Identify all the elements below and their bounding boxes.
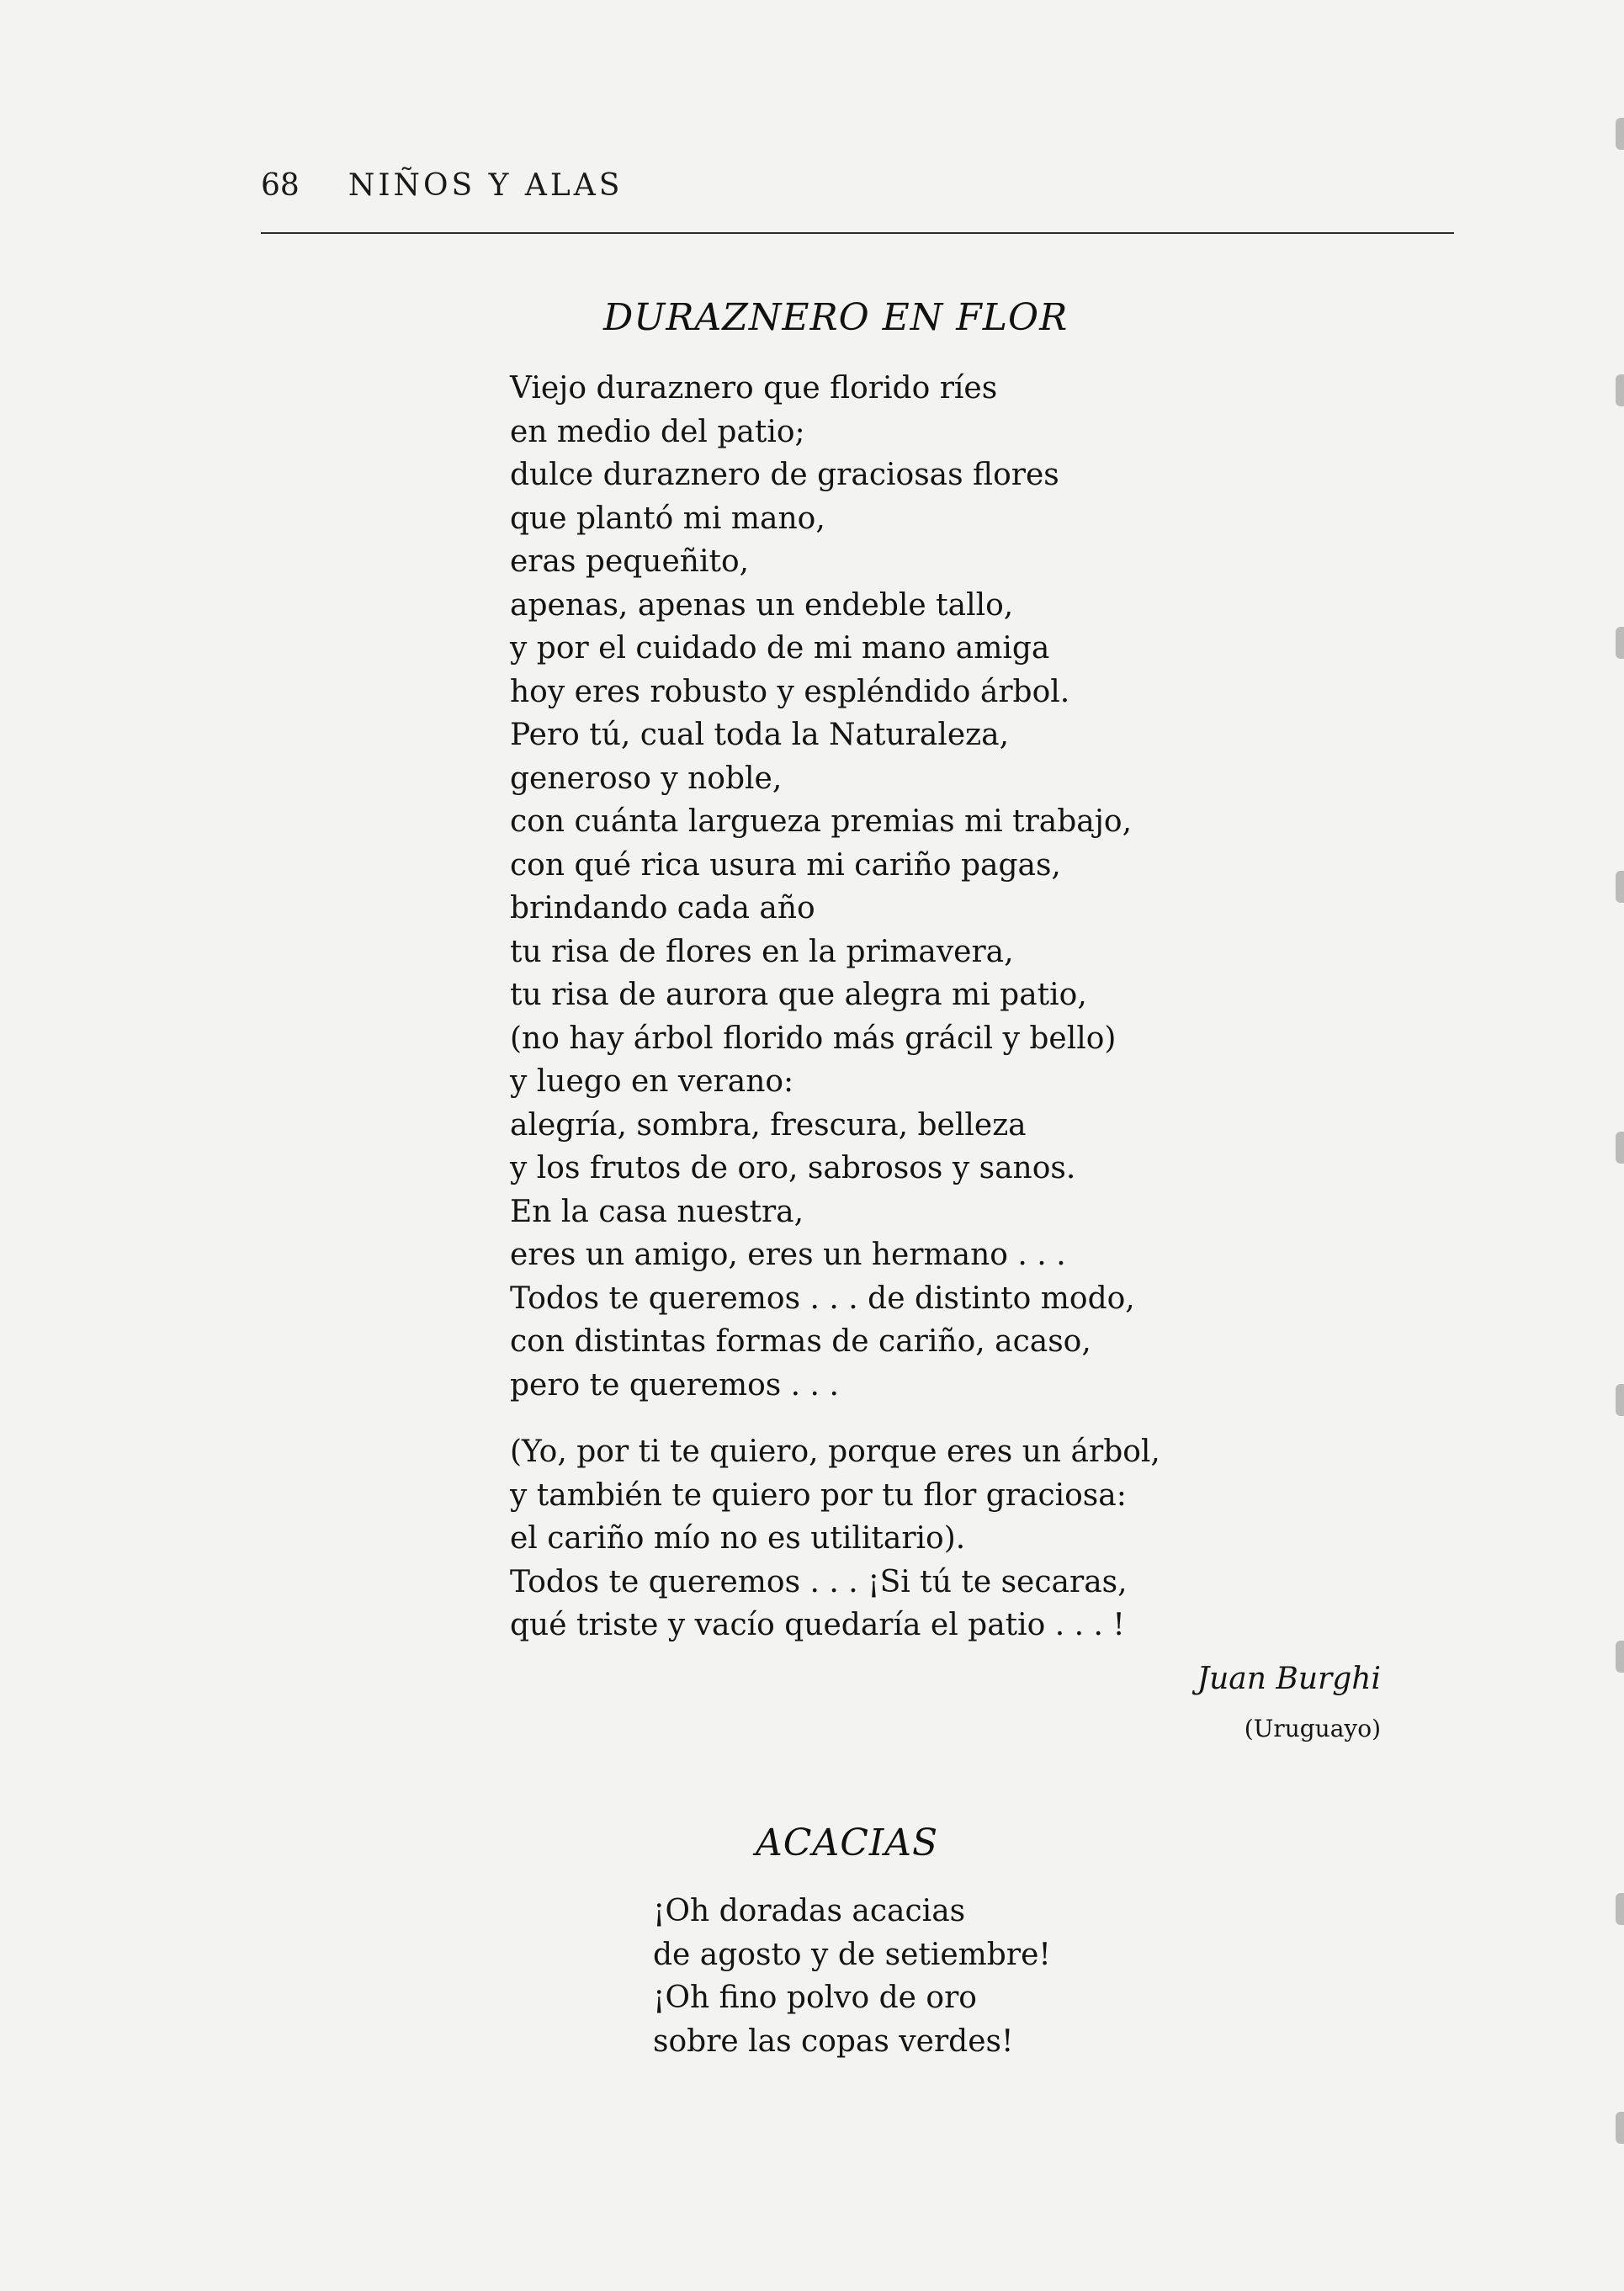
poem-line: el cariño mío no es utilitario).	[510, 1521, 966, 1556]
binding-hole-mark	[1616, 118, 1624, 150]
poem-line: eras pequeñito,	[510, 544, 750, 579]
poem-line: ¡Oh doradas acacias	[653, 1894, 966, 1928]
author-origin: (Uruguayo)	[1244, 1715, 1381, 1742]
poem-line: con qué rica usura mi cariño pagas,	[510, 847, 1061, 883]
poem-line: y luego en verano:	[510, 1064, 794, 1099]
poem-line: con distintas formas de cariño, acaso,	[510, 1324, 1091, 1359]
page-number: 68	[261, 168, 300, 203]
binding-hole-mark	[1616, 627, 1624, 659]
stanza	[653, 1890, 1051, 2063]
stanza	[510, 1430, 1160, 1647]
poem-line: con cuánta largueza premias mi trabajo,	[510, 804, 1133, 839]
poem-line: apenas, apenas un endeble tallo,	[510, 587, 1014, 623]
poem-line: que plantó mi mano,	[510, 501, 825, 536]
poem-title: ACACIAS	[756, 1822, 939, 1864]
poem-line: pero te queremos . . .	[510, 1367, 839, 1403]
binding-hole-mark	[1616, 1384, 1624, 1416]
poem-line: en medio del patio;	[510, 414, 805, 449]
poem-line: eres un amigo, eres un hermano . . .	[510, 1238, 1066, 1272]
poem-line: y los frutos de oro, sabrosos y sanos.	[510, 1151, 1076, 1185]
poem-line: Todos te queremos . . . de distinto modo,	[510, 1281, 1135, 1316]
binding-hole-mark	[1616, 871, 1624, 903]
poem-line: (Yo, por ti te quiero, porque eres un árbol,	[510, 1435, 1160, 1469]
poem-author: Juan Burghi	[1197, 1662, 1381, 1696]
poem-title: DURAZNERO EN FLOR	[603, 296, 1069, 339]
poem-line: dulce duraznero de graciosas flores	[510, 458, 1059, 492]
poem-body	[653, 1890, 1051, 2063]
poem-line: tu risa de flores en la primavera,	[510, 934, 1014, 969]
poem-line: generoso y noble,	[510, 761, 783, 796]
stanza	[510, 367, 1160, 1407]
binding-hole-mark	[1616, 2112, 1624, 2144]
book-title: NIÑOS Y ALAS	[348, 168, 624, 203]
poem-body	[510, 367, 1160, 1647]
binding-hole-mark	[1616, 374, 1624, 406]
poem-line: qué triste y vacío quedaría el patio . . . !	[510, 1608, 1125, 1642]
poem-line: En la casa nuestra,	[510, 1194, 804, 1229]
poem-line: Pero tú, cual toda la Naturaleza,	[510, 718, 1010, 752]
poem-line: y por el cuidado de mi mano amiga	[510, 631, 1050, 666]
binding-hole-mark	[1616, 1893, 1624, 1925]
poem-line: y también te quiero por tu flor graciosa:	[510, 1477, 1127, 1513]
poem-line: sobre las copas verdes!	[653, 2023, 1014, 2059]
poem-line: de agosto y de setiembre!	[653, 1937, 1051, 1972]
poem-line: Todos te queremos . . . ¡Si tú te secaras,	[510, 1564, 1128, 1599]
running-head	[261, 168, 623, 203]
binding-hole-mark	[1616, 1132, 1624, 1164]
binding-hole-mark	[1616, 1641, 1624, 1673]
poem-line: Viejo duraznero que florido ríes	[510, 371, 998, 406]
poem-line: brindando cada año	[510, 891, 815, 925]
poem-line: hoy eres robusto y espléndido árbol.	[510, 674, 1070, 709]
poem-line: tu risa de aurora que alegra mi patio,	[510, 978, 1087, 1012]
header-rule	[261, 232, 1454, 234]
poem-line: ¡Oh fino polvo de oro	[653, 1981, 977, 2015]
poem-line: alegría, sombra, frescura, belleza	[510, 1107, 1027, 1143]
poem-line: (no hay árbol florido más grácil y bello)	[510, 1021, 1117, 1056]
